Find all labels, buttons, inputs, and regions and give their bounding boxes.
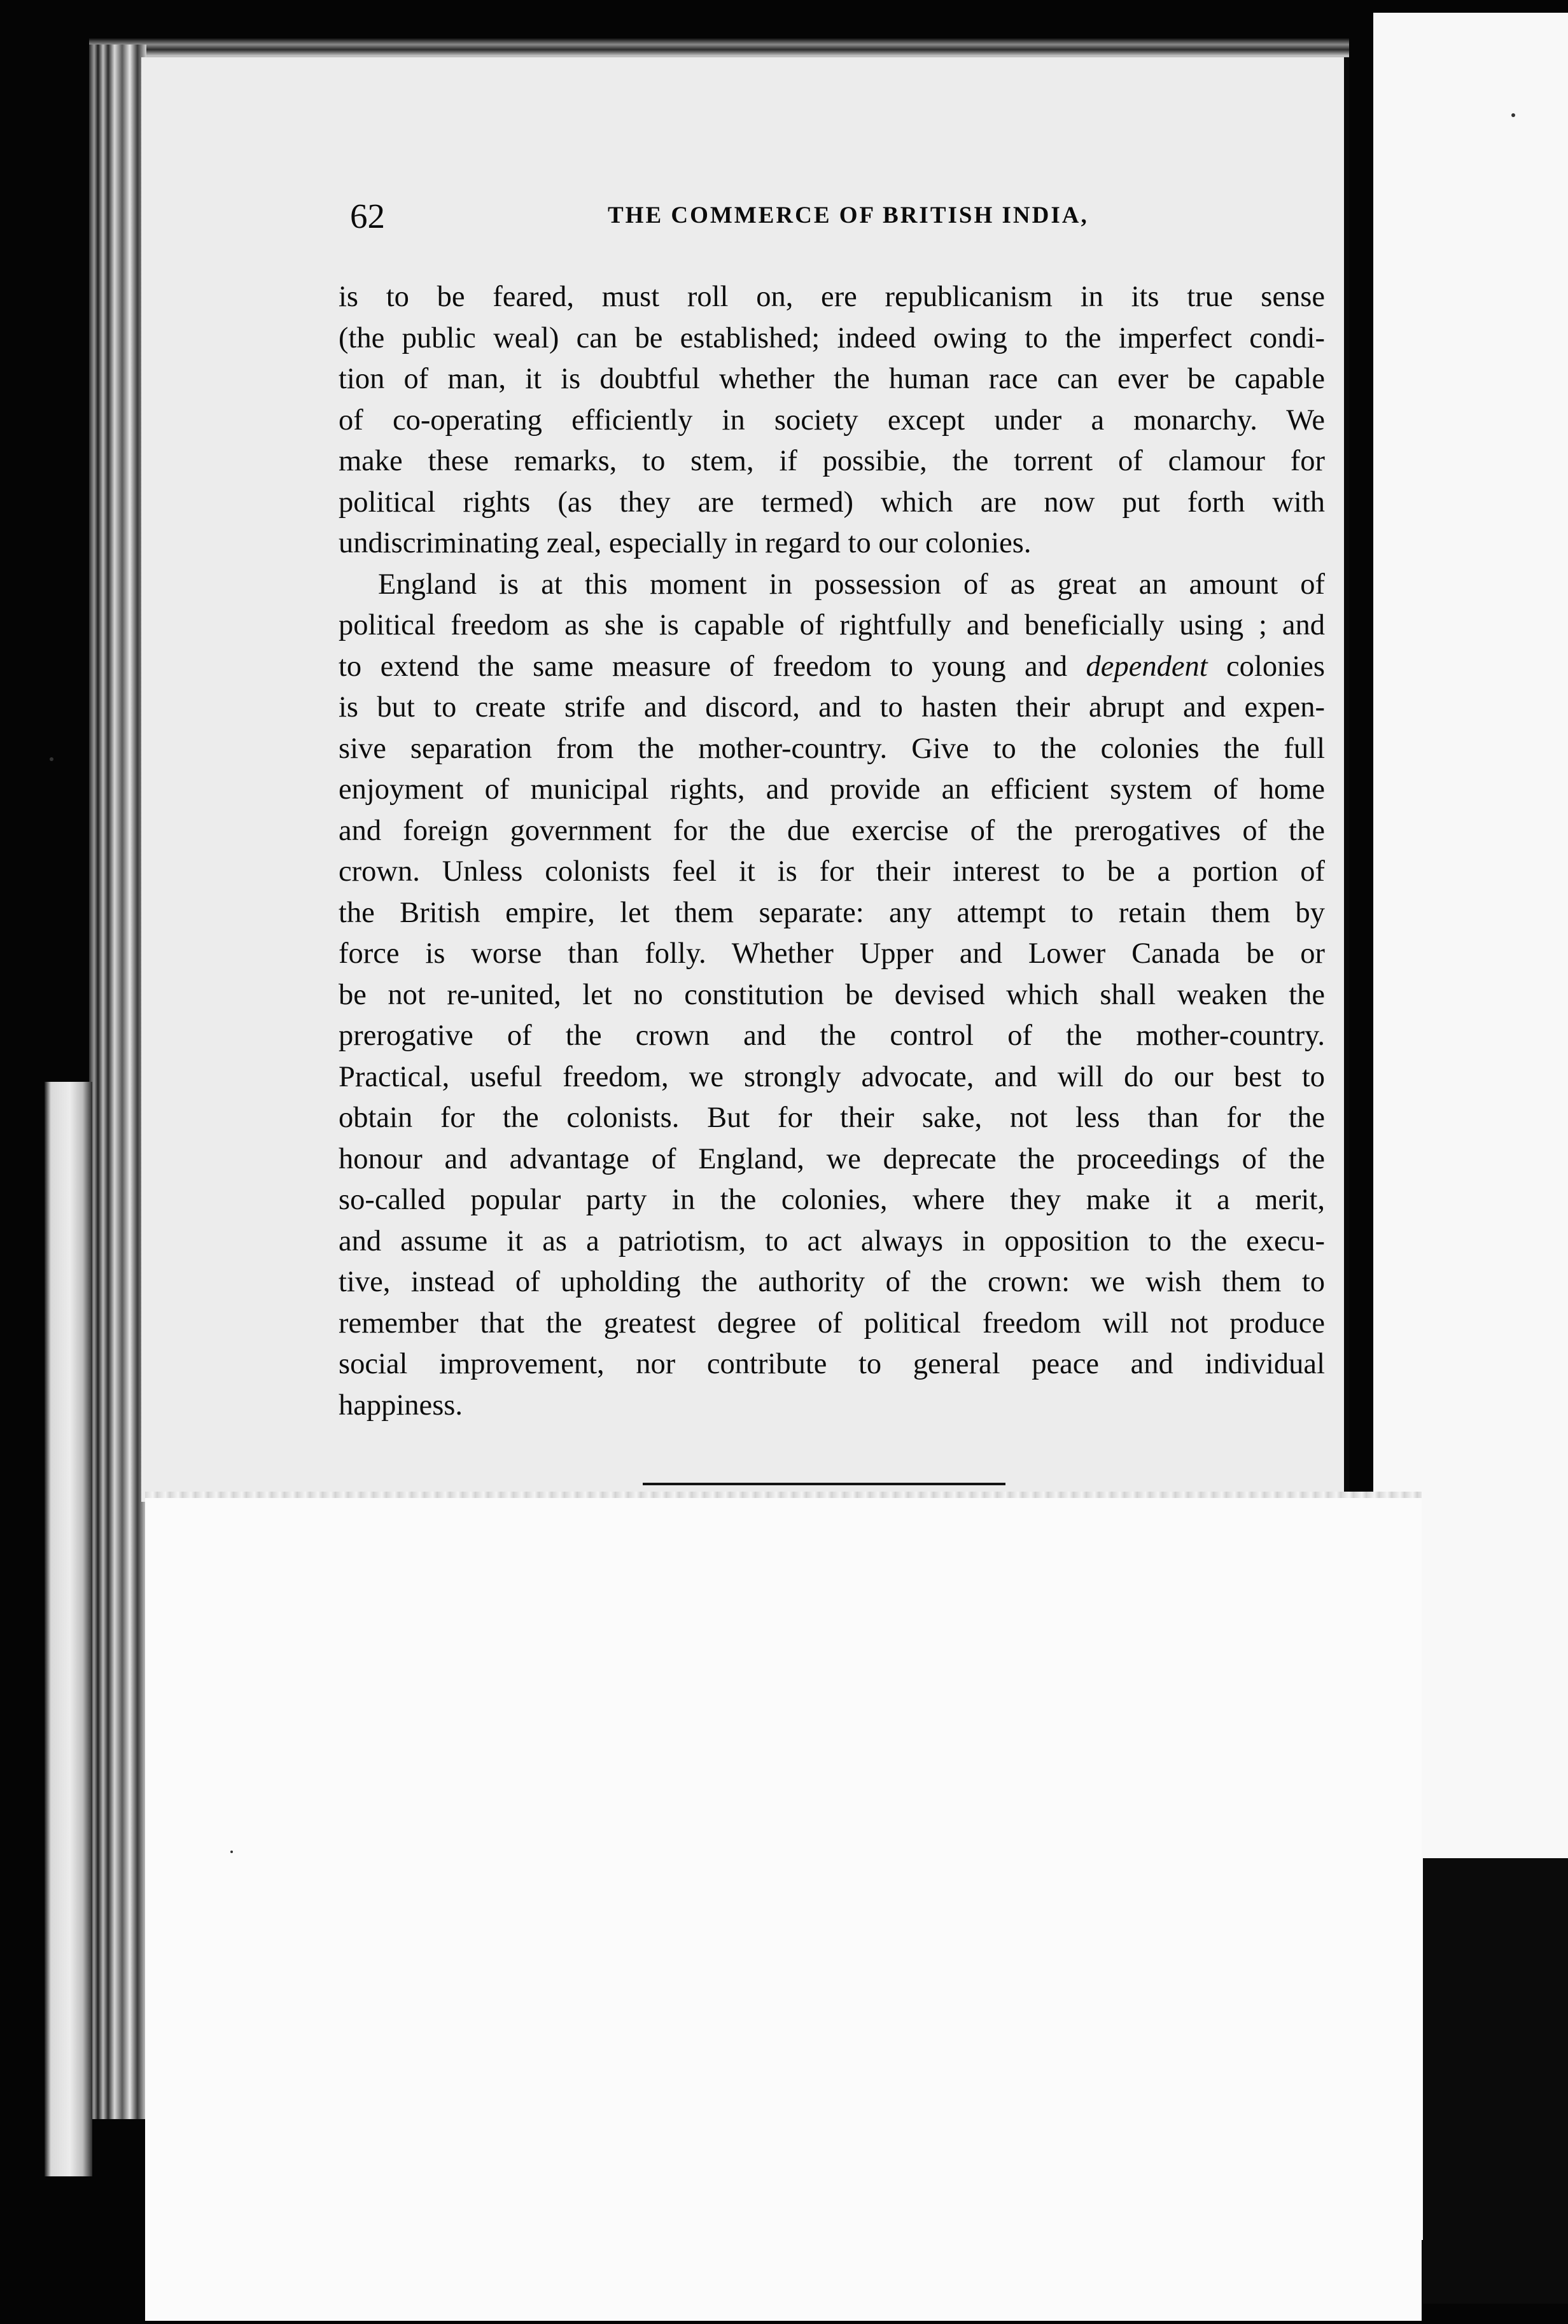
text-line: (the public weal) can be established; indeed owing to the imperfect condi- <box>339 321 1325 354</box>
running-head: THE COMMERCE OF BRITISH INDIA, <box>608 202 1089 228</box>
paragraph-2 <box>339 564 1325 1427</box>
body-text <box>339 277 1325 1426</box>
text-line: Practical, useful freedom, we strongly advocate, and will do our best to <box>339 1060 1325 1093</box>
dust-speck <box>230 1851 233 1853</box>
text-line: prerogative of the crown and the control of the mother-country. <box>339 1019 1325 1052</box>
italic-word: dependent <box>1086 650 1208 683</box>
text-line: social improvement, nor contribute to general peace and individual <box>339 1348 1325 1380</box>
dust-speck <box>1511 113 1515 117</box>
section-rule <box>643 1483 1005 1485</box>
blank-paper-overlay <box>145 1497 1422 2321</box>
text-line: make these remarks, to stem, if possibie, the torrent of clamour for <box>339 445 1325 477</box>
text-line-emphasis <box>339 647 1325 688</box>
text-line: the British empire, let them separate: any attempt to retain them by <box>339 896 1325 929</box>
text-line: so-called popular party in the colonies, where they make it a merit, <box>339 1184 1325 1216</box>
text-line: honour and advantage of England, we deprecate the proceedings of the <box>339 1142 1325 1175</box>
text-line: and assume it as a patriotism, to act always in opposition to the execu- <box>339 1224 1325 1257</box>
text-line: obtain for the colonists. But for their sake, not less than for the <box>339 1102 1325 1134</box>
text-line: be not re-united, let no constitution be devised which shall weaken the <box>339 978 1325 1011</box>
text-line: political rights (as they are termed) which are now put forth with <box>339 486 1325 519</box>
text-line: tion of man, it is doubtful whether the human race can ever be capable <box>339 363 1325 395</box>
page-number: 62 <box>350 197 385 235</box>
text-segment: colonies <box>1207 650 1325 683</box>
text-line: of co-operating efficiently in society except under a monarchy. We <box>339 403 1325 437</box>
text-line: and foreign government for the due exercise of the prerogatives of the <box>339 814 1325 847</box>
text-line: is but to create strife and discord, and to hasten their abrupt and expen- <box>339 691 1325 724</box>
text-line: undiscriminating zeal, especially in regard to our colonies. <box>339 527 1032 559</box>
text-line: England is at this moment in possession of as great an amount of <box>378 568 1325 601</box>
book-outer-edge <box>45 1082 92 2176</box>
text-line: force is worse than folly. Whether Upper and Lower Canada be or <box>339 937 1325 970</box>
book-spine-edge <box>89 45 146 2119</box>
text-line: tive, instead of upholding the authority of the crown: we wish them to <box>339 1266 1325 1298</box>
page-header <box>350 194 1343 251</box>
text-line: crown. Unless colonists feel it is for their interest to be a portion of <box>339 855 1325 888</box>
text-line: enjoyment of municipal rights, and provide an efficient system of home <box>339 773 1325 806</box>
text-line: remember that the greatest degree of political freedom will not produce <box>339 1306 1325 1340</box>
dust-speck <box>50 757 53 761</box>
text-line: is to be feared, must roll on, ere republicanism in its true sense <box>339 281 1325 313</box>
text-line: happiness. <box>339 1389 463 1422</box>
text-line: sive separation from the mother-country. Give to the colonies the full <box>339 732 1325 765</box>
dark-margin <box>1423 1858 1568 2304</box>
paragraph-1 <box>339 277 1325 564</box>
text-segment: to extend the same measure of freedom to young and <box>339 650 1086 683</box>
text-line: political freedom as she is capable of rightfully and beneficially using ; and <box>339 609 1325 641</box>
